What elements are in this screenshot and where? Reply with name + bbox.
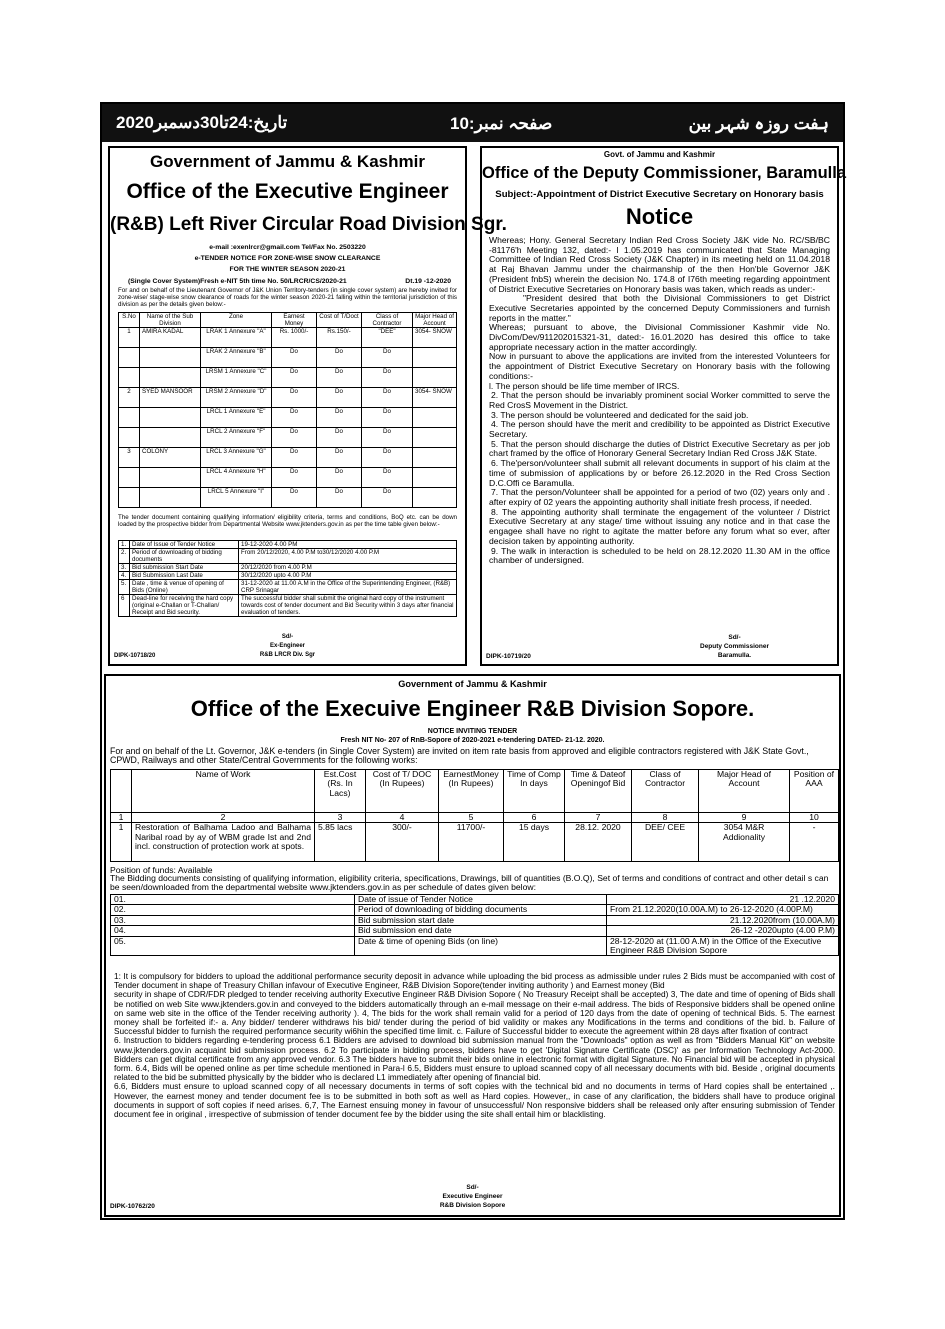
- table-cell: Do: [272, 448, 317, 468]
- paragraph: security in shape of CDR/FDR pledged to tender receiving authority Executive Engineer R&B Division Sopore ( No Treasury Receipt shall be accepted) 3, The date and time of opening of Bids shall be notified on web Site www.jktenders.gov.in and conveyed to the bidders automatically through an e-mail message on their e-mail address. The bids of Responsive bidders shall be opened online on same web site in the office of the Tender receiving authority ). 4, The bids for the work shall remain valid for a period of 120 days from the date of opening of technical Bids. 5. The earnest money shall be forfeited if:- a. Any bidder/ tenderer withdraws his bid/ tender during the period of bid validity or makes any Modifications in the terms and conditions of the bid. b. Failure of Successful bidder to furnish the required performance security wi6hin the specified time limit. c. Failure of Successful bidder to execute the agreement within 28 days after fixation of contract: [114, 989, 835, 1037]
- paragraph: 5. That the person should discharge the duties of District Executive Secretary as per job chart framed by the office of Honorary General Secretary Indian Red Cross J&K State.: [489, 438, 830, 459]
- col-header: EarnestMoney (In Rupees): [439, 770, 504, 813]
- table-cell: Do: [272, 388, 317, 408]
- table-row: [119, 580, 457, 595]
- table-cell: 21 .12.2020: [607, 895, 839, 905]
- table-cell: SYED MANSOOR: [140, 388, 201, 408]
- table-cell: Do: [317, 408, 362, 428]
- table-cell: Bid submission Start Date: [130, 564, 239, 572]
- table-cell: 02.: [111, 905, 355, 915]
- table-cell: Do: [272, 408, 317, 428]
- left-sign2: R&B LRCR Div. Sgr: [259, 652, 316, 658]
- paragraph: 6.6, Bidders must ensure to upload scanned copy of all necessary documents in terms of soft copies with the technical bid and no documents in terms of Hard copies shall be entertained ,. However, the earnest money and tender document fee is to be submitted in both soft as well as Hard copies. However,, in case of any clarification, the bidders shall have to produce original documents in support of soft copies if need arises. 6,7, The Earnest ensuing money in favour of unsuccessful/ Non responsive bidders shall be released only after ensuring submission of Tender document fee in original , irrespective of submission of tender document fee by the bidder using the site shall entail him or blacklisting.: [114, 1081, 835, 1120]
- table-cell: AMIRA KADAL: [140, 328, 201, 348]
- table-cell: Do: [272, 468, 317, 488]
- bottom-sd: Sd/-: [466, 1184, 479, 1191]
- table-row: [119, 488, 457, 508]
- table-cell: [413, 408, 457, 428]
- table-cell: LRSM 2 Annexure "D": [201, 388, 272, 408]
- col-number: 6: [504, 813, 565, 823]
- table-cell: Do: [362, 348, 413, 368]
- table-cell: [140, 348, 201, 368]
- bottom-title: NOTICE INVITING TENDER: [427, 728, 518, 735]
- table-cell: Period of downloading of bidding documents: [130, 549, 239, 564]
- table-cell: [413, 368, 457, 388]
- table-cell: [413, 348, 457, 368]
- bottom-dipk: DIPK-10762/20: [110, 1203, 155, 1210]
- table-cell: [119, 408, 140, 428]
- table-row: [119, 348, 457, 368]
- table-row: [111, 926, 839, 936]
- table-cell: Do: [272, 368, 317, 388]
- table-cell: COLONY: [140, 448, 201, 468]
- table-cell: LRAK 2 Annexure "B": [201, 348, 272, 368]
- table-row: [111, 905, 839, 915]
- bottom-govt-heading: Government of Jammu & Kashmir: [398, 679, 547, 689]
- table-cell: [119, 428, 140, 448]
- bottom-intro: For and on behalf of the Lt. Governor, J&K e-tenders (in Single Cover System) are invited on item rate basis from approved and eligible contractors registered with J&K State Govt., CPWD, Railways and other State/Central Governments for the following works:: [110, 746, 809, 766]
- table-row: [119, 328, 457, 348]
- table-row: [119, 468, 457, 488]
- table-cell: 30/12/2020 upto 4.00 P.M: [239, 572, 457, 580]
- left-schedule-table: [118, 540, 457, 617]
- left-works-table: [118, 312, 457, 508]
- table-row: [119, 428, 457, 448]
- table-cell: 3054- SNOW: [413, 388, 457, 408]
- table-cell: 2: [119, 388, 140, 408]
- table-cell: [119, 488, 140, 508]
- table-cell: [413, 488, 457, 508]
- table-cell: Rs.150/-: [317, 328, 362, 348]
- table-cell: 1.: [119, 541, 130, 549]
- table-cell: Do: [272, 428, 317, 448]
- col-header: S.No: [119, 313, 140, 328]
- right-sd: Sd/-: [728, 634, 741, 641]
- table-cell: [119, 368, 140, 388]
- table-row: [119, 595, 457, 617]
- table-cell: From 21.12.2020(10.00A.M) to 26-12-2020 (4.00P.M): [607, 905, 839, 915]
- col-header: Cost of T/ DOC (In Rupees): [366, 770, 439, 813]
- table-cell: Do: [362, 428, 413, 448]
- table-cell: 3.: [119, 564, 130, 572]
- left-nit: (Single Cover System)Fresh e-NIT 5th time No. 50/LRCR/CS/2020-21: [128, 278, 347, 285]
- col-header: Earnest Money: [272, 313, 317, 328]
- table-row: [111, 895, 839, 905]
- table-cell: Do: [362, 388, 413, 408]
- right-subject: Subject:-Appointment of District Executive Secretary on Honorary basis: [495, 189, 824, 200]
- bottom-sign1: Executive Engineer: [442, 1193, 503, 1200]
- table-cell: Do: [362, 468, 413, 488]
- paragraph: 4. The person should have the merit and credibility to be appointed as District Executive Secretary.: [489, 419, 830, 440]
- col-header: [111, 770, 132, 813]
- table-cell: [140, 408, 201, 428]
- paragraph: 2. That the person should be invariably prominent social Worker committed to serve the Red CrosS Movement in the District.: [489, 390, 830, 410]
- table-cell: 28-12-2020 at (11.00 A.M) in the Office of the Executive Engineer R&B Division Sopore: [607, 936, 839, 956]
- left-govt-heading: Government of Jammu & Kashmir: [150, 152, 425, 171]
- col-header: Major Head of Account: [699, 770, 790, 813]
- col-header: Time & Dateof Openingof Bid: [565, 770, 632, 813]
- left-sign1: Ex-Engineer: [269, 643, 305, 649]
- table-cell: Dead-line for receiving the hard copy (original e-Challan or T-Challan/ Receipt and Bid security.: [130, 595, 239, 617]
- left-intro: For and on behalf of the Lieutenant Governor of J&K Union Territory-tenders (in single cover system) are hereby invited for zone-wise/ stage-wise snow clearance of roads for the winter season 2020-21 falling within the territorial jurisdiction of this division as per the details given below:-: [118, 287, 457, 308]
- table-cell: LRSM 1 Annexure "C": [201, 368, 272, 388]
- left-contact: e-mail :exenlrcr@gmail.com Tel/Fax No. 2503220: [209, 244, 366, 251]
- left-dipk: DIPK-10718/20: [114, 653, 156, 659]
- left-season: FOR THE WINTER SEASON 2020-21: [229, 266, 346, 273]
- table-cell: Date of Issue of Tender Notice: [130, 541, 239, 549]
- col-number: 1: [111, 813, 132, 823]
- left-division-heading: (R&B) Left River Circular Road Division Sgr.: [110, 214, 507, 235]
- work-earnest-money: 11700/-: [439, 823, 504, 862]
- bottom-office-heading: Office of the Execuive Engineer R&B Division Sopore.: [190, 696, 755, 721]
- work-sno: 1: [111, 823, 132, 862]
- paragraph: l. The person should be life time member of IRCS.: [489, 380, 680, 391]
- right-govt-heading: Govt. of Jammu and Kashmir: [603, 150, 716, 159]
- table-cell: Do: [317, 488, 362, 508]
- col-header: Position of AAA: [790, 770, 839, 813]
- newspaper-page: [100, 102, 845, 1220]
- table-cell: 05.: [111, 936, 355, 956]
- bottom-funds: Position of funds: Available: [110, 865, 213, 875]
- table-row: [119, 564, 457, 572]
- table-cell: LRCL 5 Annexure "I": [201, 488, 272, 508]
- work-time: 15 days: [504, 823, 565, 862]
- table-cell: Do: [317, 388, 362, 408]
- right-dipk: DIPK-10719/20: [486, 653, 531, 660]
- page-header: [102, 104, 843, 142]
- issue-date: تاریخ:24تا30دسمبر2020: [116, 113, 288, 132]
- col-number: 5: [439, 813, 504, 823]
- bottom-works-table: [110, 769, 839, 862]
- col-header: Name of the Sub Division: [140, 313, 201, 328]
- table-cell: Do: [317, 348, 362, 368]
- table-cell: [413, 448, 457, 468]
- table-row: [119, 549, 457, 564]
- table-cell: Rs. 1000/-: [272, 328, 317, 348]
- page-number: صفحہ نمبر:10: [450, 114, 553, 133]
- table-cell: The successful bidder shall submit the original hard copy of the instrument towards cost of tender document and Bid Security within 3 days after financial evaluation of tenders.: [239, 595, 457, 617]
- col-header: Cost of T/Doct: [317, 313, 362, 328]
- col-number: 2: [132, 813, 315, 823]
- left-date: Dt.19 -12-2020: [405, 278, 451, 285]
- table-cell: 03.: [111, 915, 355, 925]
- table-cell: 26-12 -2020upto (4.00 P.M): [607, 926, 839, 936]
- paragraph: Whereas; pursuant to above, the Divisional Commissioner Kashmir vide No. DivCom/Dev/911202015321-31, dated:- 16.01.2020 has desired this office to take appropriate necessary action in the matter accordingly.: [489, 322, 830, 352]
- paragraph: 6. The'person/volunteer shall submit all relevant documents in support of his claim at the time of submission of applications by or before 26.12.2020 in the Red Cross Section D.C.Offi ce Baramulla.: [489, 458, 830, 488]
- paragraph: Whereas; Hony. General Secretary Indian Red Cross Society J&K vide No. RC/SB/BC -81176'h Meeting 132, dated:- I 1.05.2019 has communicated that State Managing Committee of Indian Red Cross Society (J&K Chapter) in its meeting held on 11.04.2018 at Raj Bhavan Jammu under the chairmanship of the then Hon'ble Governor J&K (President fnbS) wherein the decision No. 174.8 of I76th meeting regarding appointment of District Executive Secretaries on Honorary basis was taken, which reads as under:-: [489, 235, 830, 294]
- table-cell: Do: [362, 368, 413, 388]
- table-cell: 20/12/2020 from 4.00 P.M: [239, 564, 457, 572]
- table-cell: [140, 488, 201, 508]
- table-cell: Date & time of opening Bids (on line): [355, 936, 607, 956]
- table-cell: [140, 428, 201, 448]
- table-cell: 04.: [111, 926, 355, 936]
- col-number: 9: [699, 813, 790, 823]
- table-cell: Do: [317, 428, 362, 448]
- work-aaa: -: [790, 823, 839, 862]
- left-tender-notice: [108, 146, 507, 666]
- table-row: [119, 388, 457, 408]
- table-cell: Bid submission end date: [355, 926, 607, 936]
- left-bid-note: The tender document containing qualifying information/ eligibility criteria, terms and conditions, BoQ etc. can be down loaded by the prospective bidder from Departmental Website www.jktenders.gov.in as per the time table given below:-: [118, 514, 457, 528]
- left-office-heading: Office of the Executive Engineer: [126, 180, 449, 203]
- paragraph: 8. The appointing authority shall terminate the engagement of the volunteer / District Executive Secretary at any stage/ time without issuing any notice and in that case the engagee shall have no right to agitate the matter before any forum what so ever, after decision taken by appointing authority.: [489, 506, 830, 546]
- right-notice: [480, 146, 846, 666]
- table-cell: LRAK 1 Annexure "A": [201, 328, 272, 348]
- table-row: [119, 408, 457, 428]
- left-sd: Sd/-: [281, 634, 294, 640]
- table-cell: 5.: [119, 580, 130, 595]
- col-number: 4: [366, 813, 439, 823]
- right-sign2: Baramulla.: [717, 652, 752, 659]
- table-cell: [140, 368, 201, 388]
- table-cell: Do: [362, 488, 413, 508]
- table-row: [119, 541, 457, 549]
- table-cell: Do: [317, 468, 362, 488]
- col-header: Major Head of Account: [413, 313, 457, 328]
- table-cell: [119, 348, 140, 368]
- table-cell: 01.: [111, 895, 355, 905]
- paragraph: "President desired that both the Divisional Commissioners to get District Executive Secretaries appointed by the concerned Deputy Commissioners and furnish reports in the matter.": [489, 293, 830, 323]
- right-body: [489, 236, 830, 566]
- table-cell: Do: [272, 348, 317, 368]
- table-row: [111, 936, 839, 956]
- paragraph: Now in pursuant to above the applications are invited from the interested Volunteers for the appointment of District Executive Secretary on Honorary basis with the following conditions:-: [489, 351, 830, 381]
- table-cell: Date of issue of Tender Notice: [355, 895, 607, 905]
- table-cell: 19-12-2020 4.00 PM: [239, 541, 457, 549]
- table-cell: 31-12-2020 at 11.00 A.M in the Office of the Superintending Engineer, (R&B) CRP Srinagar: [239, 580, 457, 595]
- table-row: [119, 368, 457, 388]
- work-est-cost: 5.85 lacs: [315, 823, 366, 862]
- table-cell: [119, 468, 140, 488]
- table-cell: LRCL 1 Annexure "E": [201, 408, 272, 428]
- table-cell: "DEE": [362, 328, 413, 348]
- col-number: 8: [632, 813, 699, 823]
- col-header: Class of Contractor: [632, 770, 699, 813]
- table-cell: [413, 428, 457, 448]
- table-cell: [140, 468, 201, 488]
- col-number: 10: [790, 813, 839, 823]
- col-number: 7: [565, 813, 632, 823]
- paragraph: 7. That the person/Volunteer shall be appointed for a period of two (02) years only and . after expiry of 02 years the appointing authority shall initiate fresh process, if needed.: [489, 487, 830, 507]
- bottom-tender-notice: [104, 674, 841, 1217]
- work-class: DEE/ CEE: [632, 823, 699, 862]
- col-number: 3: [315, 813, 366, 823]
- newspaper-name: ہفت روزہ شہر بین: [688, 114, 829, 133]
- col-header: Zone: [201, 313, 272, 328]
- work-major-head: 3054 M&R Addionality: [699, 823, 790, 862]
- table-cell: LRCL 3 Annexure "G": [201, 448, 272, 468]
- table-row: [111, 915, 839, 925]
- bottom-schedule-table: [110, 894, 839, 956]
- bottom-sign2: R&B Division Sopore: [439, 1202, 506, 1209]
- table-cell: Bid submission start date: [355, 915, 607, 925]
- bottom-nit: Fresh NIT No- 207 of RnB-Sopore of 2020-2021 e-tendering DATED- 21-12. 2020.: [340, 737, 605, 744]
- right-sign1: Deputy Commissioner: [700, 643, 769, 650]
- col-header: Time of Comp In days: [504, 770, 565, 813]
- table-cell: 6: [119, 595, 130, 617]
- table-cell: Do: [272, 488, 317, 508]
- table-cell: Do: [317, 448, 362, 468]
- table-row: [119, 572, 457, 580]
- bottom-bid-docs: The Bidding documents consisting of qualifying information, eligibility criteria, specifications, Drawings, bill of quantities (B.O.Q), Set of terms and conditions of contract and other detail s can be seen/downloaded from the departmental website www.jktenders.gov.in as per schedule of dates given below:: [110, 873, 829, 893]
- col-header: Class of Contractor: [362, 313, 413, 328]
- bottom-conditions: [114, 972, 835, 1119]
- paragraph: 6. Instruction to bidders regarding e-tendering process 6.1 Bidders are advised to download bid submission manual from the "Downloads" option as well as from "Bidders Manual Kit" on website www.jktenders.gov.in acquaint bid submission process. 6.2 To participate in bidding process, bidders have to get 'Digital Signature Certificate (DSC)' as per Information Technology Act-2000. Bidders can get digital certificate from any approved vendor. 6.3 The bidders have to submit their bids online in electronic format with digital Signature. No Financial bid will be accepted in physical form. 6.4, Bids will be opened online as per time schedule mentioned in Para-l 6.5, Bidders must ensure to upload scanned copy of all necessary documents with bid. Beside , original documents related to the bid be submitted physically by the bidder who is declared L1 immediately after opening of financial bid.: [114, 1035, 835, 1083]
- table-cell: 1: [119, 328, 140, 348]
- col-header: Est.Cost (Rs. In Lacs): [315, 770, 366, 813]
- table-cell: 3054- SNOW: [413, 328, 457, 348]
- right-title: Notice: [625, 204, 694, 229]
- table-cell: Do: [362, 408, 413, 428]
- left-tender-line: e-TENDER NOTICE FOR ZONE-WISE SNOW CLEARANCE: [194, 255, 381, 262]
- paragraph: 9. The walk in interaction is scheduled to be held on 28.12.2020 11.30 AM in the office chamber of undersigned.: [489, 545, 830, 566]
- table-row: [119, 448, 457, 468]
- table-cell: Bid Submission Last Date: [130, 572, 239, 580]
- table-cell: 3: [119, 448, 140, 468]
- table-cell: LRCL 2 Annexure "F": [201, 428, 272, 448]
- table-cell: 21.12.2020from (10.00A.M): [607, 915, 839, 925]
- work-name: Restoration of Balhama Ladoo and Balhama Naribal road by ay of WBM grade Ist and 2nd incl. construction of protection work at spots.: [132, 823, 315, 862]
- table-cell: Period of downloading of bidding documents: [355, 905, 607, 915]
- table-cell: Do: [362, 448, 413, 468]
- right-office-heading: Office of the Deputy Commissioner, Baramulla: [482, 164, 846, 182]
- table-cell: 2.: [119, 549, 130, 564]
- col-header: Name of Work: [132, 770, 315, 813]
- table-cell: Do: [317, 368, 362, 388]
- paragraph: 1: It is compulsory for bidders to upload the additional performance security deposit in advance while uploading the bid process as admissible under rules 2 Bids must be accompanied with cost of Tender document in shape of Treasury Chillan infavour of Executive Engineer, R&B Division Sopore(tender inviting authority ) and Earnest money (Bid: [114, 971, 835, 991]
- table-cell: From 20/12/2020, 4.00 P.M to30/12/2020 4.00 P.M: [239, 549, 457, 564]
- table-cell: [413, 468, 457, 488]
- work-doc-cost: 300/-: [366, 823, 439, 862]
- paragraph: 3. The person should be volunteered and dedicated for the said job.: [491, 409, 749, 420]
- table-cell: Date , time & venue of opening of Bids (Online): [130, 580, 239, 595]
- work-opening-date: 28.12. 2020: [565, 823, 632, 862]
- table-cell: 4.: [119, 572, 130, 580]
- table-cell: LRCL 4 Annexure "H": [201, 468, 272, 488]
